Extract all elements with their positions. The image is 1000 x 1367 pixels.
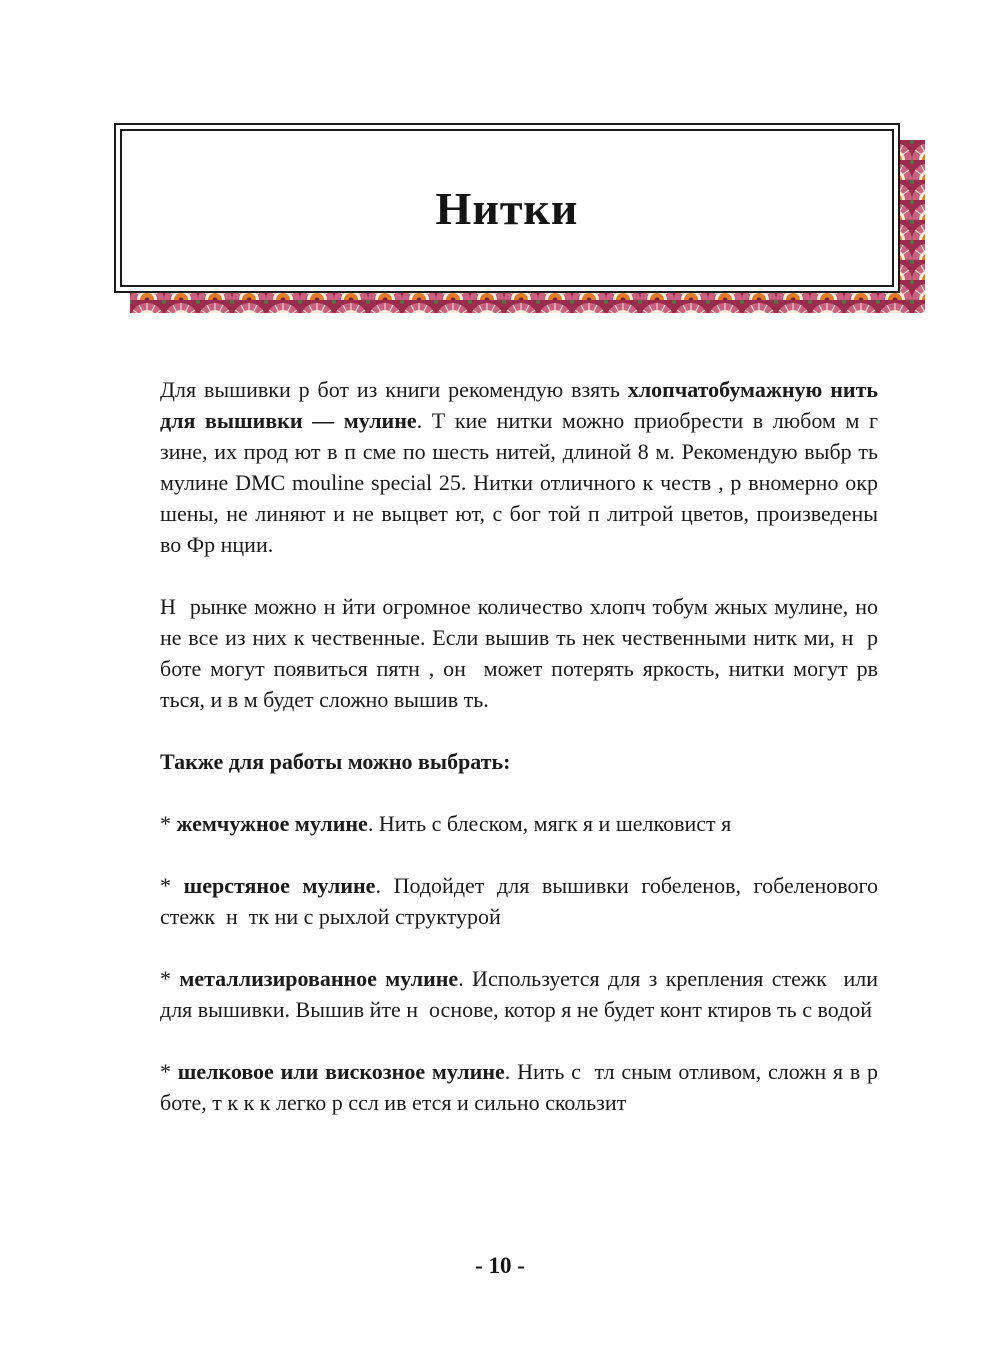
paragraph-segment: * (160, 1059, 178, 1084)
paragraph (160, 591, 884, 715)
paragraph-segment: . Подойдет для вышивки гобеленов, гобеленового стежк н тк ни с рыхлой структурой (160, 873, 884, 929)
paragraph (160, 746, 878, 777)
paragraph (160, 870, 884, 932)
paragraph-segment: Н рынке можно н йти огромное количество хлопч тобум жных мулине, но не все из них к чественные. Если вышив ть нек чественными нитк ми, н р боте могут появиться пятн , он может потерять яркость, нитки могут рв ться, и в м будет сложно вышив ть. (160, 594, 884, 712)
page-number: - 10 - (475, 1253, 525, 1278)
paragraph-segment: . Нить с тл сным отливом, сложн я в р боте, т к к к легко р ссл ив ется и сильно скользит (160, 1059, 884, 1115)
paragraph-segment: * (160, 811, 177, 836)
body-text (160, 374, 884, 1149)
paragraph (160, 1056, 884, 1118)
chapter-title: Нитки (435, 182, 579, 234)
paragraph-segment: . Используется для з крепления стежк или для вышивки. Вышив йте н основе, котор я не будет конт ктиров ть с водой (160, 966, 884, 1022)
paragraph-bold-segment: хлопчатобумажную нить для вышивки — мулине (160, 377, 884, 433)
paragraph-segment: . Т кие нитки можно приобрести в любом м г зине, их прод ют в п сме по шесть нитей, длиной 8 м. Рекомендую выбр ть мулине DMC mouline special 25. Нитки отличного к честв , р вномерно окр шены, не линяют и не выцвет ют, с бог той п литрой цветов, произведены во Фр нции. (160, 408, 884, 557)
paragraph-bold-segment: шелковое или вискозное мулине (177, 1059, 505, 1084)
paragraph-segment: . Нить с блеском, мягк я и шелковист я (367, 811, 732, 836)
paragraph-bold-segment: Также для работы можно выбрать: (160, 749, 511, 774)
paragraph (160, 963, 884, 1025)
paragraph-bold-segment: жемчужное мулине (176, 811, 368, 836)
chapter-title-box (114, 123, 900, 293)
paragraph (160, 808, 878, 839)
paragraph (160, 374, 884, 560)
paragraph-segment: * (160, 873, 184, 898)
chapter-title-inner-frame (120, 129, 894, 287)
paragraph-bold-segment: шерстяное мулине (183, 873, 376, 898)
paragraph-segment: Для вышивки р бот из книги рекомендую взять (160, 377, 628, 402)
paragraph-bold-segment: металлизированное мулине (179, 966, 459, 991)
paragraph-segment: * (160, 966, 180, 991)
